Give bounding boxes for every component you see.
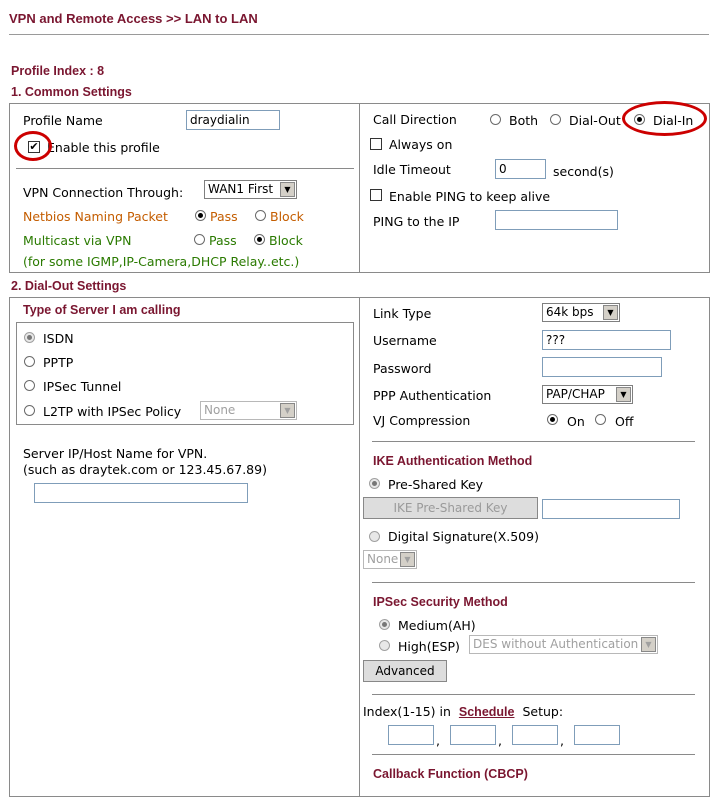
vj-on-radio[interactable] — [547, 414, 558, 425]
call-both-label: Both — [509, 113, 539, 128]
l2tp-policy-select[interactable] — [200, 401, 297, 420]
password-label: Password — [373, 361, 432, 376]
server-l2tp-label: L2TP with IPSec Policy — [43, 404, 182, 419]
dialout-settings-splitter — [359, 297, 360, 797]
enable-ping-checkbox[interactable] — [370, 189, 382, 201]
multicast-pass-radio[interactable] — [194, 234, 205, 245]
profile-index: Profile Index : 8 — [11, 64, 105, 78]
common-settings-splitter — [359, 103, 360, 273]
vj-label: VJ Compression — [373, 413, 471, 428]
digsig-value: None — [367, 552, 399, 566]
esp-method-select[interactable] — [469, 635, 658, 654]
server-l2tp-radio[interactable] — [24, 405, 35, 416]
chevron-down-icon: ▼ — [603, 305, 618, 320]
server-isdn-radio[interactable] — [24, 332, 35, 343]
ping-ip-input[interactable] — [495, 210, 618, 230]
server-ipsec-radio[interactable] — [24, 380, 35, 391]
ipsec-divider — [372, 582, 695, 583]
call-dialout-radio[interactable] — [550, 114, 561, 125]
digsig-radio[interactable] — [369, 531, 380, 542]
server-host-label: Server IP/Host Name for VPN. — [23, 446, 208, 461]
multicast-pass-label: Pass — [209, 233, 237, 248]
link-type-select[interactable] — [542, 303, 620, 322]
schedule-divider — [372, 694, 695, 695]
multicast-note: (for some IGMP,IP-Camera,DHCP Relay..etc.) — [23, 254, 300, 269]
multicast-label: Multicast via VPN — [23, 233, 132, 248]
digsig-label: Digital Signature(X.509) — [388, 529, 539, 544]
profile-name-label: Profile Name — [23, 113, 103, 128]
schedule-row — [363, 704, 563, 719]
username-input[interactable] — [542, 330, 671, 350]
psk-radio[interactable] — [369, 478, 380, 489]
ipsec-heading: IPSec Security Method — [373, 595, 508, 609]
server-isdn-label: ISDN — [43, 331, 74, 346]
callback-divider — [372, 754, 695, 755]
schedule-link[interactable]: Schedule — [458, 705, 515, 719]
idle-timeout-label: Idle Timeout — [373, 162, 451, 177]
always-on-checkbox[interactable] — [370, 138, 382, 150]
common-left-divider — [16, 168, 354, 169]
server-pptp-label: PPTP — [43, 355, 74, 370]
common-settings-heading: 1. Common Settings — [11, 85, 132, 99]
ppp-auth-select[interactable] — [542, 385, 633, 404]
ppp-auth-value: PAP/CHAP — [546, 387, 605, 401]
server-host-hint: (such as draytek.com or 123.45.67.89) — [23, 462, 267, 477]
call-dialin-label: Dial-In — [653, 113, 694, 128]
ike-heading: IKE Authentication Method — [373, 454, 533, 468]
idle-timeout-unit: second(s) — [553, 164, 614, 179]
schedule-index-4[interactable] — [574, 725, 620, 745]
idle-timeout-input[interactable] — [495, 159, 546, 179]
call-direction-label: Call Direction — [373, 112, 457, 127]
ike-divider — [372, 441, 695, 442]
netbios-block-label: Block — [270, 209, 304, 224]
vpn-through-label: VPN Connection Through: — [23, 185, 184, 200]
vj-on-label: On — [567, 414, 585, 429]
netbios-pass-label: Pass — [210, 209, 238, 224]
highlight-circle-enable — [14, 131, 52, 161]
medium-ah-label: Medium(AH) — [398, 618, 476, 633]
setup-suffix: Setup: — [522, 704, 564, 719]
ping-ip-label: PING to the IP — [373, 214, 460, 229]
index-prefix: Index(1-15) in — [363, 704, 451, 719]
advanced-button[interactable]: Advanced — [363, 660, 447, 682]
high-esp-radio[interactable] — [379, 640, 390, 651]
chevron-down-icon: ▼ — [280, 182, 295, 197]
page-title: VPN and Remote Access >> LAN to LAN — [9, 11, 258, 26]
netbios-pass-radio[interactable] — [195, 210, 206, 221]
psk-label: Pre-Shared Key — [388, 477, 484, 492]
enable-profile-checkbox[interactable]: ✔ — [29, 140, 39, 153]
l2tp-policy-value: None — [204, 403, 236, 417]
highlight-circle-dialin — [622, 101, 707, 136]
high-esp-label: High(ESP) — [398, 639, 460, 654]
schedule-index-2[interactable] — [450, 725, 496, 745]
always-on-label: Always on — [389, 137, 453, 152]
dialout-settings-heading: 2. Dial-Out Settings — [11, 279, 127, 293]
chevron-down-icon: ▼ — [641, 637, 656, 652]
schedule-sep-1: , — [436, 733, 440, 748]
callback-heading: Callback Function (CBCP) — [373, 767, 528, 781]
medium-ah-radio[interactable] — [379, 619, 390, 630]
ike-psk-button[interactable]: IKE Pre-Shared Key — [363, 497, 538, 519]
server-type-heading: Type of Server I am calling — [23, 303, 181, 317]
ppp-auth-label: PPP Authentication — [373, 388, 492, 403]
vj-off-radio[interactable] — [595, 414, 606, 425]
server-pptp-radio[interactable] — [24, 356, 35, 367]
schedule-sep-2: , — [498, 733, 502, 748]
username-label: Username — [373, 333, 437, 348]
schedule-index-3[interactable] — [512, 725, 558, 745]
server-host-input[interactable] — [34, 483, 248, 503]
ike-psk-input[interactable] — [542, 499, 680, 519]
netbios-block-radio[interactable] — [255, 210, 266, 221]
link-type-value: 64k bps — [546, 305, 594, 319]
vpn-through-select[interactable] — [204, 180, 297, 199]
vpn-through-value: WAN1 First — [208, 182, 274, 196]
chevron-down-icon: ▼ — [400, 552, 415, 567]
enable-profile-label: Enable this profile — [47, 140, 160, 155]
link-type-label: Link Type — [373, 306, 432, 321]
chevron-down-icon: ▼ — [280, 403, 295, 418]
server-ipsec-label: IPSec Tunnel — [43, 379, 122, 394]
schedule-sep-3: , — [560, 733, 564, 748]
esp-method-value: DES without Authentication — [473, 637, 639, 651]
call-dialout-label: Dial-Out — [569, 113, 621, 128]
password-input[interactable] — [542, 357, 662, 377]
multicast-block-label: Block — [269, 233, 303, 248]
profile-name-input[interactable] — [186, 110, 280, 130]
chevron-down-icon: ▼ — [616, 387, 631, 402]
multicast-block-radio[interactable] — [254, 234, 265, 245]
schedule-index-1[interactable] — [388, 725, 434, 745]
header-divider — [9, 34, 709, 35]
digsig-select[interactable] — [363, 550, 417, 569]
call-both-radio[interactable] — [490, 114, 501, 125]
enable-ping-label: Enable PING to keep alive — [389, 189, 551, 204]
vj-off-label: Off — [615, 414, 634, 429]
netbios-label: Netbios Naming Packet — [23, 209, 168, 224]
